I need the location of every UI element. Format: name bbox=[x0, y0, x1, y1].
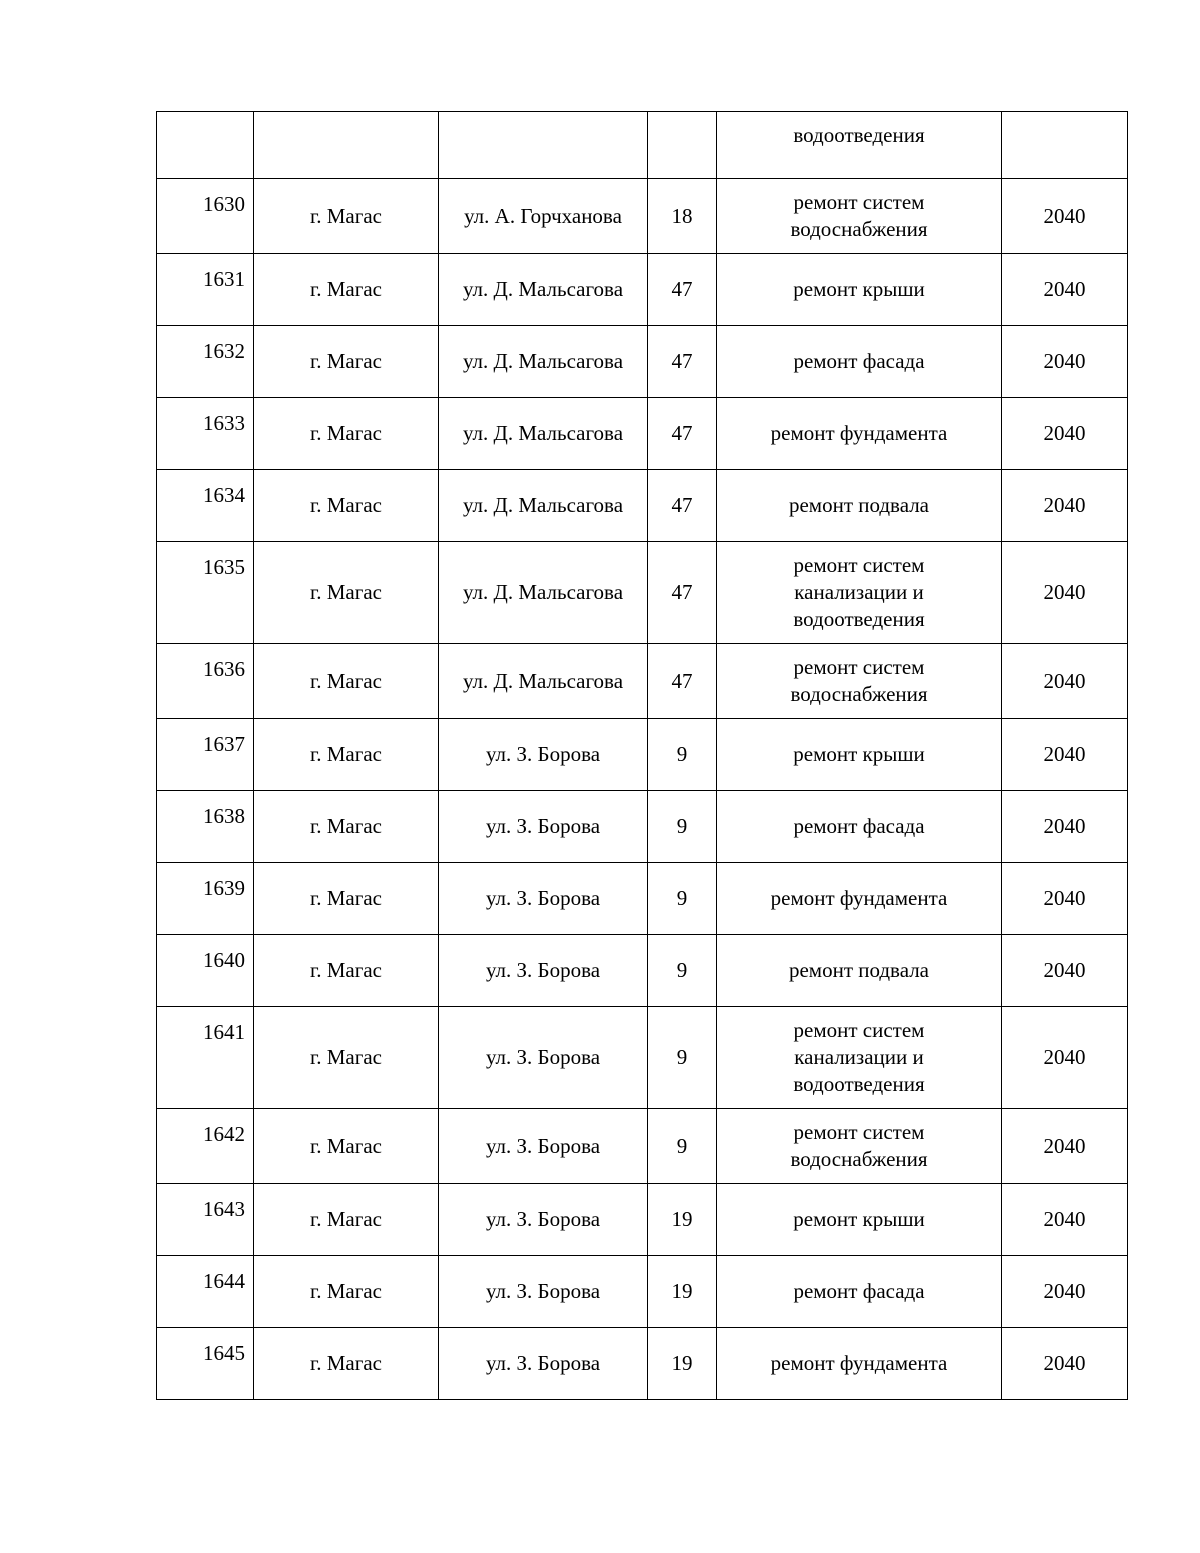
work-type-text: водоотведения bbox=[793, 123, 925, 147]
cell-house: 18 bbox=[648, 179, 717, 254]
cell-city: г. Магас bbox=[254, 254, 439, 326]
cell-street bbox=[439, 112, 648, 179]
cell-street: ул. З. Борова bbox=[439, 863, 648, 935]
cell-house: 9 bbox=[648, 791, 717, 863]
cell-number: 1644 bbox=[157, 1256, 254, 1328]
cell-city: г. Магас bbox=[254, 326, 439, 398]
cell-house: 47 bbox=[648, 254, 717, 326]
cell-city: г. Магас bbox=[254, 1256, 439, 1328]
cell-number: 1631 bbox=[157, 254, 254, 326]
cell-house bbox=[648, 112, 717, 179]
cell-city: г. Магас bbox=[254, 470, 439, 542]
cell-year: 2040 bbox=[1002, 1109, 1128, 1184]
cell-work-type bbox=[717, 254, 1002, 326]
cell-house: 19 bbox=[648, 1184, 717, 1256]
cell-street: ул. З. Борова bbox=[439, 1256, 648, 1328]
table-row bbox=[157, 1328, 1128, 1400]
cell-city: г. Магас bbox=[254, 863, 439, 935]
cell-work-type bbox=[717, 1328, 1002, 1400]
cell-city bbox=[254, 112, 439, 179]
cell-work-type bbox=[717, 470, 1002, 542]
table-row bbox=[157, 179, 1128, 254]
work-type-text: ремонт систем водоснабжения bbox=[790, 1120, 928, 1171]
cell-number: 1641 bbox=[157, 1007, 254, 1109]
cell-work-type bbox=[717, 112, 1002, 179]
cell-number: 1634 bbox=[157, 470, 254, 542]
cell-house: 47 bbox=[648, 398, 717, 470]
cell-work-type bbox=[717, 1184, 1002, 1256]
cell-work-type bbox=[717, 1109, 1002, 1184]
cell-work-type bbox=[717, 398, 1002, 470]
cell-house: 47 bbox=[648, 542, 717, 644]
cell-year: 2040 bbox=[1002, 1328, 1128, 1400]
cell-house: 19 bbox=[648, 1328, 717, 1400]
work-type-text: ремонт фасада bbox=[793, 1279, 925, 1303]
cell-street: ул. Д. Мальсагова bbox=[439, 470, 648, 542]
cell-street: ул. Д. Мальсагова bbox=[439, 542, 648, 644]
cell-city: г. Магас bbox=[254, 644, 439, 719]
cell-work-type bbox=[717, 1256, 1002, 1328]
cell-work-type bbox=[717, 326, 1002, 398]
repair-schedule-table bbox=[156, 111, 1128, 1400]
cell-house: 9 bbox=[648, 1007, 717, 1109]
cell-city: г. Магас bbox=[254, 542, 439, 644]
table-row bbox=[157, 470, 1128, 542]
cell-number: 1639 bbox=[157, 863, 254, 935]
cell-street: ул. З. Борова bbox=[439, 935, 648, 1007]
cell-street: ул. Д. Мальсагова bbox=[439, 644, 648, 719]
cell-city: г. Магас bbox=[254, 1109, 439, 1184]
cell-work-type bbox=[717, 542, 1002, 644]
cell-city: г. Магас bbox=[254, 791, 439, 863]
table-row bbox=[157, 1256, 1128, 1328]
work-type-text: ремонт систем водоснабжения bbox=[790, 190, 928, 241]
cell-number: 1630 bbox=[157, 179, 254, 254]
cell-year: 2040 bbox=[1002, 542, 1128, 644]
work-type-text: ремонт крыши bbox=[793, 1207, 925, 1231]
cell-city: г. Магас bbox=[254, 1184, 439, 1256]
cell-street: ул. А. Горчханова bbox=[439, 179, 648, 254]
work-type-text: ремонт крыши bbox=[793, 277, 925, 301]
cell-year: 2040 bbox=[1002, 863, 1128, 935]
cell-street: ул. З. Борова bbox=[439, 1184, 648, 1256]
cell-city: г. Магас bbox=[254, 398, 439, 470]
cell-street: ул. З. Борова bbox=[439, 1007, 648, 1109]
cell-year: 2040 bbox=[1002, 398, 1128, 470]
cell-street: ул. З. Борова bbox=[439, 1109, 648, 1184]
cell-year: 2040 bbox=[1002, 254, 1128, 326]
table-row bbox=[157, 254, 1128, 326]
table-row bbox=[157, 1109, 1128, 1184]
table-row bbox=[157, 644, 1128, 719]
cell-street: ул. Д. Мальсагова bbox=[439, 254, 648, 326]
cell-house: 9 bbox=[648, 863, 717, 935]
cell-house: 47 bbox=[648, 470, 717, 542]
cell-year: 2040 bbox=[1002, 1184, 1128, 1256]
cell-house: 9 bbox=[648, 1109, 717, 1184]
work-type-text: ремонт фасада bbox=[793, 349, 925, 373]
work-type-text: ремонт фундамента bbox=[770, 421, 948, 445]
cell-number bbox=[157, 112, 254, 179]
cell-house: 9 bbox=[648, 935, 717, 1007]
cell-number: 1642 bbox=[157, 1109, 254, 1184]
work-type-text: ремонт систем водоснабжения bbox=[790, 655, 928, 706]
cell-street: ул. Д. Мальсагова bbox=[439, 326, 648, 398]
cell-year: 2040 bbox=[1002, 179, 1128, 254]
cell-street: ул. З. Борова bbox=[439, 1328, 648, 1400]
cell-city: г. Магас bbox=[254, 179, 439, 254]
table-row bbox=[157, 1007, 1128, 1109]
cell-work-type bbox=[717, 791, 1002, 863]
cell-street: ул. З. Борова bbox=[439, 719, 648, 791]
cell-number: 1645 bbox=[157, 1328, 254, 1400]
work-type-text: ремонт систем канализации и водоотведения bbox=[793, 553, 925, 631]
cell-city: г. Магас bbox=[254, 1007, 439, 1109]
document-page bbox=[156, 111, 1127, 1400]
table-row bbox=[157, 1184, 1128, 1256]
work-type-text: ремонт фундамента bbox=[770, 1351, 948, 1375]
table-body bbox=[157, 112, 1128, 1400]
cell-city: г. Магас bbox=[254, 719, 439, 791]
cell-street: ул. З. Борова bbox=[439, 791, 648, 863]
cell-work-type bbox=[717, 644, 1002, 719]
cell-work-type bbox=[717, 863, 1002, 935]
table-row bbox=[157, 791, 1128, 863]
cell-number: 1635 bbox=[157, 542, 254, 644]
cell-number: 1632 bbox=[157, 326, 254, 398]
cell-year: 2040 bbox=[1002, 1256, 1128, 1328]
cell-house: 47 bbox=[648, 326, 717, 398]
cell-year: 2040 bbox=[1002, 791, 1128, 863]
cell-year: 2040 bbox=[1002, 1007, 1128, 1109]
table-row bbox=[157, 398, 1128, 470]
work-type-text: ремонт подвала bbox=[788, 493, 930, 517]
table-row bbox=[157, 935, 1128, 1007]
work-type-text: ремонт фундамента bbox=[770, 886, 948, 910]
cell-work-type bbox=[717, 719, 1002, 791]
cell-number: 1640 bbox=[157, 935, 254, 1007]
work-type-text: ремонт систем канализации и водоотведения bbox=[793, 1018, 925, 1096]
cell-work-type bbox=[717, 935, 1002, 1007]
work-type-text: ремонт фасада bbox=[793, 814, 925, 838]
cell-number: 1636 bbox=[157, 644, 254, 719]
cell-house: 47 bbox=[648, 644, 717, 719]
work-type-text: ремонт крыши bbox=[793, 742, 925, 766]
cell-city: г. Магас bbox=[254, 1328, 439, 1400]
cell-year: 2040 bbox=[1002, 326, 1128, 398]
cell-number: 1637 bbox=[157, 719, 254, 791]
cell-house: 9 bbox=[648, 719, 717, 791]
table-row bbox=[157, 542, 1128, 644]
work-type-text: ремонт подвала bbox=[788, 958, 930, 982]
cell-work-type bbox=[717, 179, 1002, 254]
cell-street: ул. Д. Мальсагова bbox=[439, 398, 648, 470]
cell-number: 1633 bbox=[157, 398, 254, 470]
cell-house: 19 bbox=[648, 1256, 717, 1328]
cell-year: 2040 bbox=[1002, 470, 1128, 542]
table-row bbox=[157, 863, 1128, 935]
cell-year: 2040 bbox=[1002, 935, 1128, 1007]
cell-city: г. Магас bbox=[254, 935, 439, 1007]
cell-year: 2040 bbox=[1002, 719, 1128, 791]
cell-number: 1643 bbox=[157, 1184, 254, 1256]
table-row bbox=[157, 719, 1128, 791]
cell-year: 2040 bbox=[1002, 644, 1128, 719]
cell-year bbox=[1002, 112, 1128, 179]
cell-number: 1638 bbox=[157, 791, 254, 863]
table-row bbox=[157, 326, 1128, 398]
table-row-continued bbox=[157, 112, 1128, 179]
cell-work-type bbox=[717, 1007, 1002, 1109]
